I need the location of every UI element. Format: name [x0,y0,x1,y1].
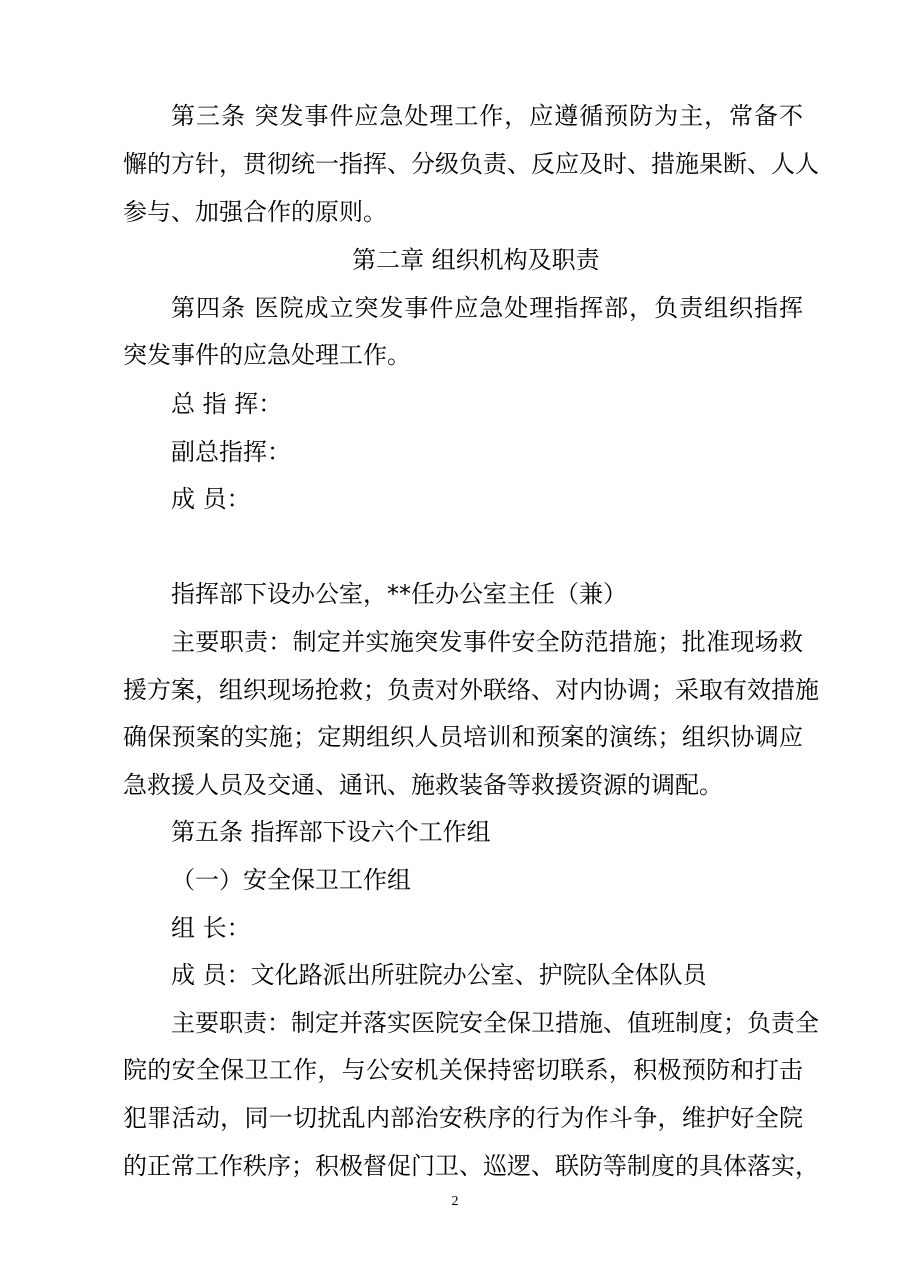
security-duties-line-4: 的正常工作秩序；积极督促门卫、巡逻、联防等制度的具体落实， [123,1152,819,1180]
security-duties-line-3: 犯罪活动，同一切扰乱内部治安秩序的行为作斗争，维护好全院 [123,1104,803,1132]
page-number: 2 [451,1194,459,1209]
article-4-line-2: 突发事件的应急处理工作。 [123,341,411,369]
duties-line-2: 援方案，组织现场抢救；负责对外联络、对内协调；采取有效措施 [123,676,819,704]
group-leader-label: 组 长： [171,914,251,942]
article-3-line-3: 参与、加强合作的原则。 [123,198,387,226]
chapter-2-heading: 第二章 组织机构及职责 [352,246,600,274]
group-members-line: 成 员：文化路派出所驻院办公室、护院队全体队员 [171,961,707,989]
security-duties-line-1: 主要职责：制定并落实医院安全保卫措施、值班制度；负责全 [171,1009,819,1037]
article-4-line-1: 第四条 医院成立突发事件应急处理指挥部，负责组织指挥 [171,294,803,322]
security-group-heading: （一）安全保卫工作组 [171,866,411,894]
duties-line-1: 主要职责：制定并实施突发事件安全防范措施；批准现场救 [171,628,803,656]
article-3-line-2: 懈的方针，贯彻统一指挥、分级负责、反应及时、措施果断、人人 [123,150,819,178]
commander-label: 总 指 挥： [171,390,283,418]
security-duties-line-2: 院的安全保卫工作，与公安机关保持密切联系，积极预防和打击 [123,1056,803,1084]
office-setup-line: 指挥部下设办公室，**任办公室主任（兼） [171,580,627,608]
article-3-line-1: 第三条 突发事件应急处理工作，应遵循预防为主，常备不 [171,102,803,130]
members-label: 成 员： [171,485,251,513]
deputy-commander-label: 副总指挥： [171,438,291,466]
duties-line-4: 急救援人员及交通、通讯、施救装备等救援资源的调配。 [123,771,723,799]
duties-line-3: 确保预案的实施；定期组织人员培训和预案的演练；组织协调应 [123,723,803,751]
article-5-line: 第五条 指挥部下设六个工作组 [171,818,491,846]
